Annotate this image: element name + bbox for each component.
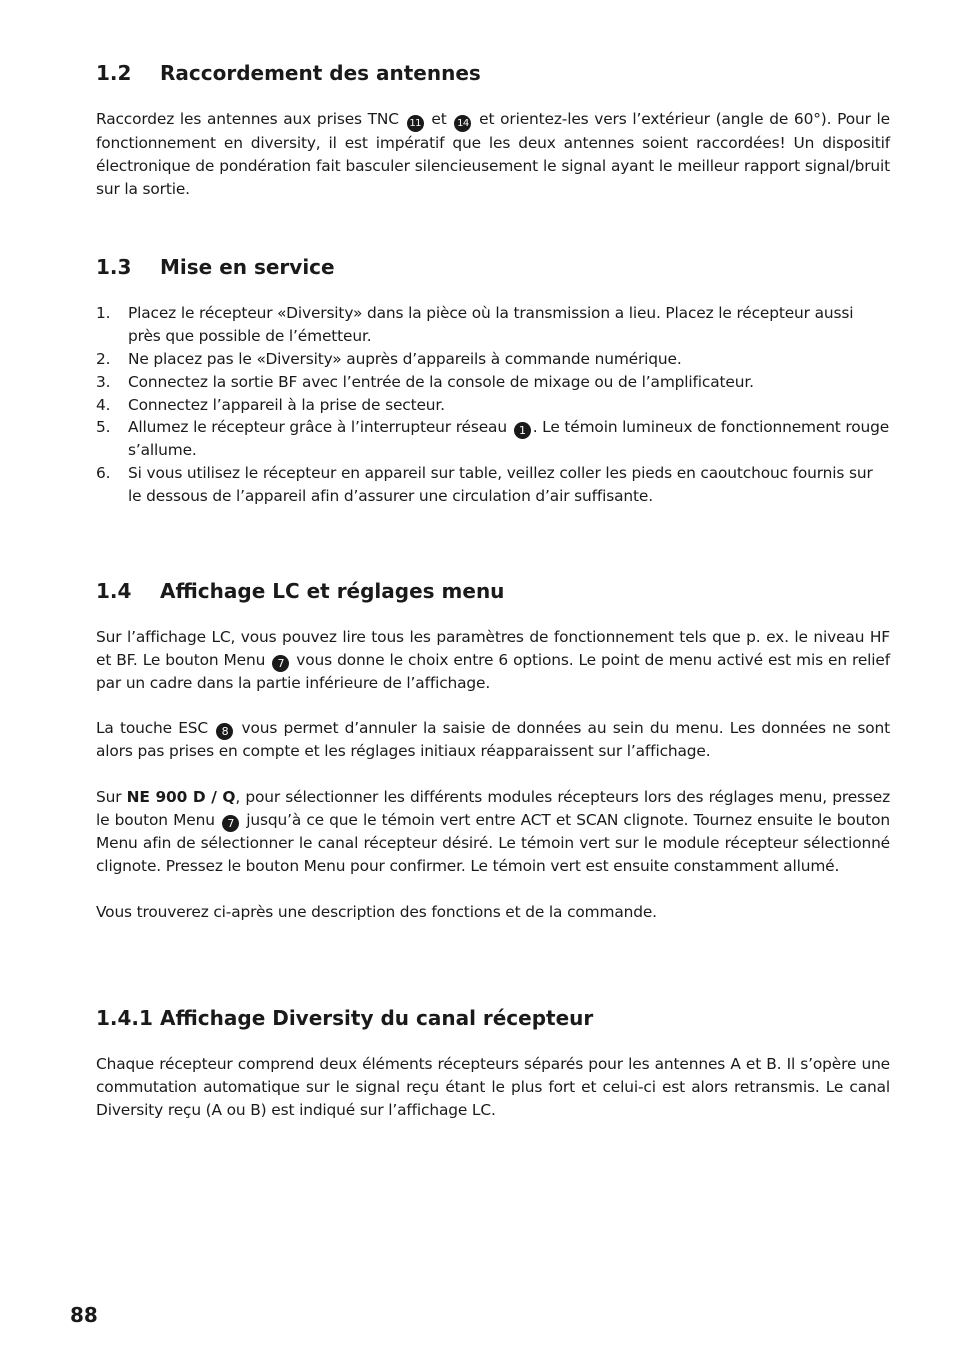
item-number: 3. — [96, 372, 111, 391]
text-run: La touche ESC — [96, 719, 215, 738]
section-number: 1.4.1 — [96, 1006, 153, 1031]
item-text: Connectez la sortie BF avec l’entrée de la console de mixage ou de l’amplificateur. — [128, 372, 754, 391]
reference-number-badge: 1 — [514, 422, 531, 439]
paragraph: Chaque récepteur comprend deux éléments récepteurs séparés pour les antennes A et B. Il s’opère une commutation automatique sur le signal reçu étant le plus fort et celui-ci est alors retransmis. Le canal Diversity reçu (A ou B) est indiqué sur l’affichage LC. — [96, 1055, 890, 1119]
list-item — [96, 348, 890, 371]
section-number: 1.3 — [96, 255, 132, 280]
text-run: jusqu’à ce que le témoin vert entre ACT et SCAN clignote. Tournez ensuite le bouton Menu afin de sélectionner le canal récepteur désiré. Le témoin vert sur le module récepteur sélectionné clignote. Pressez le bouton Menu pour confirmer. Le témoin vert est ensuite constamment allumé. — [96, 810, 890, 875]
page-content — [96, 60, 890, 1122]
section-heading — [96, 1005, 890, 1031]
item-number: 4. — [96, 395, 111, 414]
item-text: Placez le récepteur «Diversity» dans la pièce où la transmission a lieu. Placez le récepteur aussi près que possible de l’émetteur. — [128, 304, 854, 346]
section-heading — [96, 60, 890, 86]
text-run: vous donne le choix entre 6 options. Le point de menu activé est mis en relief par un cadre dans la partie inférieure de l’affichage. — [96, 650, 890, 692]
reference-number-badge: 7 — [222, 815, 239, 832]
list-item — [96, 302, 890, 348]
section-number: 1.4 — [96, 578, 132, 603]
reference-number-badge: 14 — [454, 115, 471, 132]
item-text: Connectez l’appareil à la prise de secteur. — [128, 395, 445, 414]
item-number: 6. — [96, 464, 111, 483]
paragraph — [96, 108, 890, 200]
reference-number-badge: 8 — [216, 723, 233, 740]
paragraph — [96, 626, 890, 695]
model-name: NE 900 D / Q — [126, 788, 236, 807]
page-number: 88 — [70, 1303, 98, 1327]
text-run: . Le témoin lumineux de fonctionnement rouge s’allume. — [128, 418, 890, 460]
text-run: et — [425, 110, 453, 128]
section-heading — [96, 254, 890, 280]
reference-number-badge: 11 — [407, 115, 424, 132]
section-number: 1.2 — [96, 61, 132, 85]
section-title: Raccordement des antennes — [160, 61, 481, 85]
section-heading — [96, 578, 890, 604]
section-1-2 — [96, 60, 890, 200]
numbered-list — [96, 302, 890, 507]
list-item — [96, 394, 890, 417]
text-run: vous permet d’annuler la saisie de données au sein du menu. Les données ne sont alors pas prises en compte et les réglages initiaux réapparaissent sur l’affichage. — [96, 719, 890, 761]
list-item — [96, 462, 890, 508]
text-run: Sur l’affichage LC, vous pouvez lire tous les paramètres de fonctionnement tels que p. ex. le niveau HF et BF. Le bouton Menu — [96, 627, 890, 669]
list-item — [96, 416, 890, 462]
list-item — [96, 371, 890, 394]
item-number: 5. — [96, 418, 111, 437]
text-run: , pour sélectionner les différents modules récepteurs lors des réglages menu, pressez le bouton Menu — [96, 788, 890, 829]
text-run: Allumez le récepteur grâce à l’interrupteur réseau — [128, 418, 512, 437]
item-number: 2. — [96, 349, 111, 368]
item-text: Ne placez pas le «Diversity» auprès d’appareils à commande numérique. — [128, 349, 682, 368]
section-title: Mise en service — [160, 255, 335, 280]
section-title: Affichage Diversity du canal récepteur — [160, 1006, 594, 1031]
paragraph: Vous trouverez ci-après une description des fonctions et de la commande. — [96, 902, 657, 921]
item-text — [128, 416, 890, 462]
paragraph — [96, 717, 890, 763]
paragraph — [96, 786, 890, 877]
text-run: Raccordez les antennes aux prises TNC — [96, 110, 405, 128]
section-1-4 — [96, 578, 890, 924]
text-run: et orientez-les vers l’extérieur (angle de 60°). Pour le fonctionnement en diversity, il est impératif que les deux antennes soient raccordées! Un dispositif électronique de pondération fait basculer silencieusement le signal ayant le meilleur rapport signal/bruit sur la sortie. — [96, 110, 890, 198]
section-1-4-1 — [96, 1005, 890, 1121]
section-title: Affichage LC et réglages menu — [160, 578, 505, 603]
reference-number-badge: 7 — [272, 655, 289, 672]
text-run: Sur — [96, 788, 127, 807]
item-text: Si vous utilisez le récepteur en appareil sur table, veillez coller les pieds en caoutchouc fournis sur le dessous de l’appareil afin d’assurer une circulation d’air suffisante. — [128, 464, 873, 505]
item-number: 1. — [96, 304, 111, 323]
section-1-3 — [96, 254, 890, 507]
